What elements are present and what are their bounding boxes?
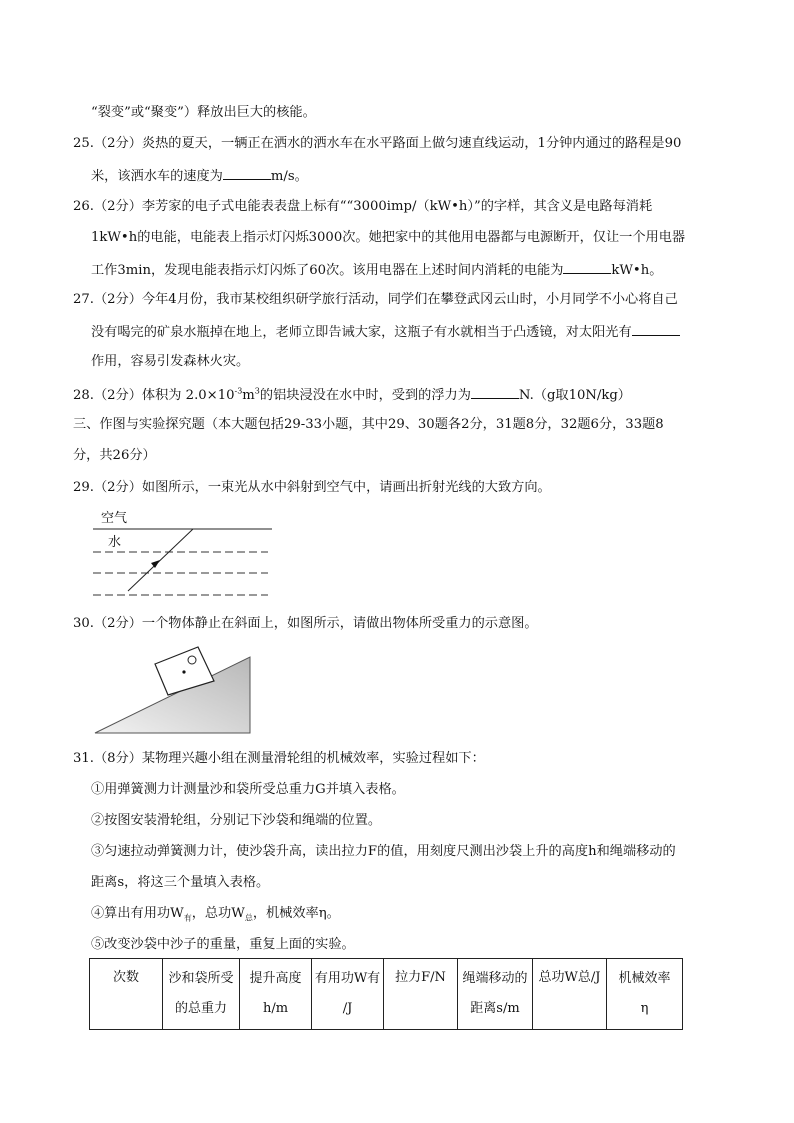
- block: [155, 647, 214, 695]
- step-5: ⑤改变沙袋中沙子的重量，重复上面的实验。: [91, 937, 355, 952]
- small-circle: [188, 656, 196, 664]
- air-label: 空气: [101, 511, 128, 526]
- header-pull-force: 拉力F/N: [384, 959, 458, 1030]
- incline-slope: [95, 657, 250, 733]
- q29-text: 29.（2分）如图所示，一束光从水中斜射到空气中，请画出折射光线的大致方向。: [73, 480, 551, 495]
- answer-blank-27[interactable]: [632, 322, 680, 336]
- q27-line2: 没有喝完的矿泉水瓶掉在地上，老师立即告诫大家，这瓶子有水就相当于凸透镜，对太阳光有: [91, 322, 680, 342]
- q30-text: 30.（2分）一个物体静止在斜面上，如图所示，请做出物体所受重力的示意图。: [73, 616, 538, 631]
- q25-line2: 米，该洒水车的速度为 m/s。: [91, 166, 308, 186]
- section3-heading-line2: 分，共26分）: [73, 448, 156, 463]
- header-count: 次数: [90, 959, 163, 1030]
- center-of-gravity-dot: [182, 670, 185, 673]
- header-useful-work: 有用功W有 /J: [312, 959, 384, 1030]
- header-total-weight: 沙和袋所受 的总重力: [163, 959, 240, 1030]
- incident-ray: [128, 529, 193, 591]
- q26-line1: 26.（2分）李芳家的电子式电能表表盘上标有““3000imp/（kW•h）”的字样，其含义是电路每消耗: [73, 199, 653, 214]
- q27-line1: 27.（2分）今年4月份，我市某校组织研学旅行活动，同学们在攀登武冈云山时，小月同学不小心将自己: [73, 292, 678, 307]
- header-rope-distance: 绳端移动的 距离s/m: [458, 959, 533, 1030]
- header-efficiency: 机械效率 η: [607, 959, 683, 1030]
- q26-line2: 1kW•h的电能，电能表上指示灯闪烁3000次。她把家中的其他用电器都与电源断开，仅让一个用电器: [91, 230, 686, 245]
- efficiency-table: [89, 958, 683, 1030]
- q26-line3: 工作3min，发现电能表指示灯闪烁了60次。该用电器在上述时间内消耗的电能为 kW•h。: [91, 260, 662, 280]
- header-height: 提升高度 h/m: [240, 959, 312, 1030]
- answer-blank-28[interactable]: [471, 385, 519, 399]
- water-label: 水: [108, 535, 122, 550]
- table-header-row: [90, 959, 683, 1030]
- step-4: ④算出有用功$W_有$，总功$W_总$，机械效率η。: [91, 906, 340, 923]
- step-1: ①用弹簧测力计测量沙和袋所受总重力G并填入表格。: [91, 782, 405, 797]
- q31-text: 31.（8分）某物理兴趣小组在测量滑轮组的机械效率，实验过程如下：: [73, 751, 485, 766]
- section3-heading-line1: 三、作图与实验探究题（本大题包括29-33小题，其中29、30题各2分，31题8分，32题6分，33题8: [73, 417, 664, 432]
- step-3-line1: ③匀速拉动弹簧测力计，使沙袋升高，读出拉力F的值，用刻度尺测出沙袋上升的高度h和绳端移动的: [91, 844, 676, 859]
- q25-line1: 25.（2分）炎热的夏天，一辆正在洒水的洒水车在水平路面上做匀速直线运动，1分钟内通过的路程是90: [73, 136, 682, 151]
- answer-blank-25[interactable]: [223, 166, 271, 180]
- answer-blank-26[interactable]: [563, 260, 611, 274]
- q28-line: 28.（2分）体积为 $2.0\times 10^{-3}m^3$的铝块浸没在水中时，受到的浮力为 N.（g取10N/kg）: [73, 386, 631, 403]
- header-total-work: 总功W总/J: [533, 959, 607, 1030]
- step-2: ②按图安装滑轮组，分别记下沙袋和绳端的位置。: [91, 813, 382, 828]
- ray-arrow-head: [151, 560, 160, 568]
- step-3-line2: 距离s，将这三个量填入表格。: [91, 875, 270, 890]
- q27-line3: 作用，容易引发森林火灾。: [91, 354, 250, 369]
- q24-tail: “裂变”或“聚变”）释放出巨大的核能。: [91, 105, 316, 120]
